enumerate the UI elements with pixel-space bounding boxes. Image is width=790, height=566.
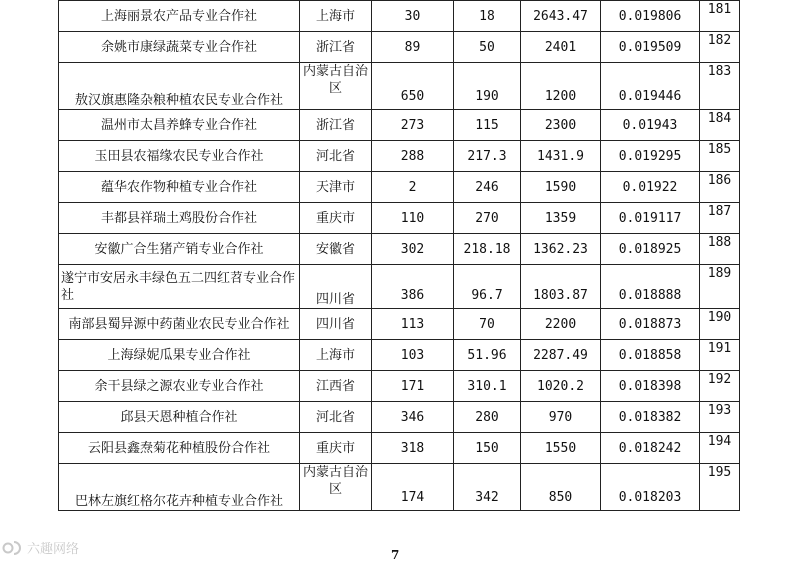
value-3-cell: 850	[521, 464, 601, 511]
cooperative-name-cell: 安徽广合生猪产销专业合作社	[59, 234, 300, 265]
value-1-cell: 386	[372, 265, 454, 309]
value-2-cell: 217.3	[454, 141, 521, 172]
page-number: 7	[391, 548, 400, 562]
cooperative-name-cell: 丰都县祥瑞土鸡股份合作社	[59, 203, 300, 234]
cooperative-name-cell: 敖汉旗惠隆杂粮种植农民专业合作社	[59, 63, 300, 110]
score-cell: 0.019446	[601, 63, 700, 110]
province-line: 内蒙古自治	[302, 64, 368, 79]
province-line: 区	[328, 482, 342, 497]
cooperative-name-cell: 邱县天恩种植合作社	[59, 402, 300, 433]
value-2-cell: 270	[454, 203, 521, 234]
value-2-cell: 150	[454, 433, 521, 464]
score-cell: 0.018382	[601, 402, 700, 433]
value-2-cell: 342	[454, 464, 521, 511]
table-row	[59, 234, 740, 265]
province-cell: 重庆市	[300, 203, 372, 234]
table-row	[59, 172, 740, 203]
rank-cell: 189	[700, 265, 740, 309]
cooperative-name-cell: 遂宁市安居永丰绿色五二四红苕专业合作社	[59, 265, 300, 309]
province-cell: 江西省	[300, 371, 372, 402]
score-cell: 0.01943	[601, 110, 700, 141]
table-row	[59, 1, 740, 32]
rank-cell: 190	[700, 309, 740, 340]
value-3-cell: 2300	[521, 110, 601, 141]
rank-cell: 185	[700, 141, 740, 172]
value-1-cell: 2	[372, 172, 454, 203]
cooperative-name-cell: 上海绿妮瓜果专业合作社	[59, 340, 300, 371]
value-3-cell: 1362.23	[521, 234, 601, 265]
cooperative-name-cell: 温州市太昌养蜂专业合作社	[59, 110, 300, 141]
province-cell: 四川省	[300, 309, 372, 340]
value-2-cell: 115	[454, 110, 521, 141]
watermark-logo-icon	[2, 539, 24, 557]
score-cell: 0.018925	[601, 234, 700, 265]
cooperative-name-cell: 余姚市康绿蔬菜专业合作社	[59, 32, 300, 63]
rank-cell: 193	[700, 402, 740, 433]
value-1-cell: 30	[372, 1, 454, 32]
table-row	[59, 433, 740, 464]
rank-cell: 192	[700, 371, 740, 402]
value-3-cell: 1590	[521, 172, 601, 203]
value-3-cell: 2643.47	[521, 1, 601, 32]
province-cell: 浙江省	[300, 110, 372, 141]
province-line: 区	[328, 81, 342, 96]
cooperative-name-cell: 蕴华农作物种植专业合作社	[59, 172, 300, 203]
score-cell: 0.018398	[601, 371, 700, 402]
value-1-cell: 288	[372, 141, 454, 172]
cooperative-name-cell: 上海丽景农产品专业合作社	[59, 1, 300, 32]
data-table	[58, 0, 740, 511]
score-cell: 0.018873	[601, 309, 700, 340]
value-1-cell: 171	[372, 371, 454, 402]
table-body	[59, 1, 740, 511]
score-cell: 0.019295	[601, 141, 700, 172]
rank-cell: 194	[700, 433, 740, 464]
value-1-cell: 174	[372, 464, 454, 511]
table-row	[59, 340, 740, 371]
value-3-cell: 1550	[521, 433, 601, 464]
rank-cell: 183	[700, 63, 740, 110]
cooperative-name-cell: 云阳县鑫焘菊花种植股份合作社	[59, 433, 300, 464]
rank-cell: 181	[700, 1, 740, 32]
rank-cell: 186	[700, 172, 740, 203]
watermark-text: 六趣网络	[27, 542, 80, 557]
table-row	[59, 141, 740, 172]
province-cell: 上海市	[300, 1, 372, 32]
province-cell	[300, 464, 372, 511]
score-cell: 0.018858	[601, 340, 700, 371]
value-3-cell: 2401	[521, 32, 601, 63]
cooperative-name-cell: 南部县蜀异源中药菌业农民专业合作社	[59, 309, 300, 340]
value-3-cell: 2287.49	[521, 340, 601, 371]
province-cell: 天津市	[300, 172, 372, 203]
value-3-cell: 1359	[521, 203, 601, 234]
rank-cell: 191	[700, 340, 740, 371]
province-cell: 安徽省	[300, 234, 372, 265]
value-2-cell: 50	[454, 32, 521, 63]
value-3-cell: 1803.87	[521, 265, 601, 309]
value-1-cell: 346	[372, 402, 454, 433]
province-cell: 河北省	[300, 402, 372, 433]
value-2-cell: 218.18	[454, 234, 521, 265]
value-2-cell: 190	[454, 63, 521, 110]
score-cell: 0.019509	[601, 32, 700, 63]
value-1-cell: 273	[372, 110, 454, 141]
province-cell	[300, 63, 372, 110]
score-cell: 0.019806	[601, 1, 700, 32]
value-2-cell: 310.1	[454, 371, 521, 402]
province-cell: 重庆市	[300, 433, 372, 464]
table-row	[59, 402, 740, 433]
province-cell: 河北省	[300, 141, 372, 172]
value-3-cell: 1200	[521, 63, 601, 110]
watermark	[2, 538, 79, 557]
score-cell: 0.01922	[601, 172, 700, 203]
province-line: 内蒙古自治	[302, 465, 368, 480]
value-1-cell: 113	[372, 309, 454, 340]
value-2-cell: 70	[454, 309, 521, 340]
value-3-cell: 1431.9	[521, 141, 601, 172]
table-row	[59, 63, 740, 110]
table-row	[59, 110, 740, 141]
rank-cell: 182	[700, 32, 740, 63]
cooperative-name-cell: 余干县绿之源农业专业合作社	[59, 371, 300, 402]
score-cell: 0.018242	[601, 433, 700, 464]
table-row	[59, 309, 740, 340]
province-cell: 浙江省	[300, 32, 372, 63]
table-row	[59, 32, 740, 63]
rank-cell: 184	[700, 110, 740, 141]
province-cell: 上海市	[300, 340, 372, 371]
value-3-cell: 2200	[521, 309, 601, 340]
cooperative-name-cell: 巴林左旗红格尔花卉种植专业合作社	[59, 464, 300, 511]
value-1-cell: 110	[372, 203, 454, 234]
rank-cell: 188	[700, 234, 740, 265]
value-1-cell: 103	[372, 340, 454, 371]
value-3-cell: 970	[521, 402, 601, 433]
rank-cell: 187	[700, 203, 740, 234]
value-2-cell: 18	[454, 1, 521, 32]
value-1-cell: 318	[372, 433, 454, 464]
score-cell: 0.018203	[601, 464, 700, 511]
value-1-cell: 302	[372, 234, 454, 265]
province-cell: 四川省	[300, 265, 372, 309]
value-2-cell: 246	[454, 172, 521, 203]
value-2-cell: 96.7	[454, 265, 521, 309]
table-row	[59, 464, 740, 511]
table-row	[59, 203, 740, 234]
score-cell: 0.019117	[601, 203, 700, 234]
cooperative-name-cell: 玉田县农福缘农民专业合作社	[59, 141, 300, 172]
value-1-cell: 89	[372, 32, 454, 63]
table-row	[59, 371, 740, 402]
value-1-cell: 650	[372, 63, 454, 110]
score-cell: 0.018888	[601, 265, 700, 309]
value-3-cell: 1020.2	[521, 371, 601, 402]
value-2-cell: 51.96	[454, 340, 521, 371]
rank-cell: 195	[700, 464, 740, 511]
table-row	[59, 265, 740, 309]
value-2-cell: 280	[454, 402, 521, 433]
